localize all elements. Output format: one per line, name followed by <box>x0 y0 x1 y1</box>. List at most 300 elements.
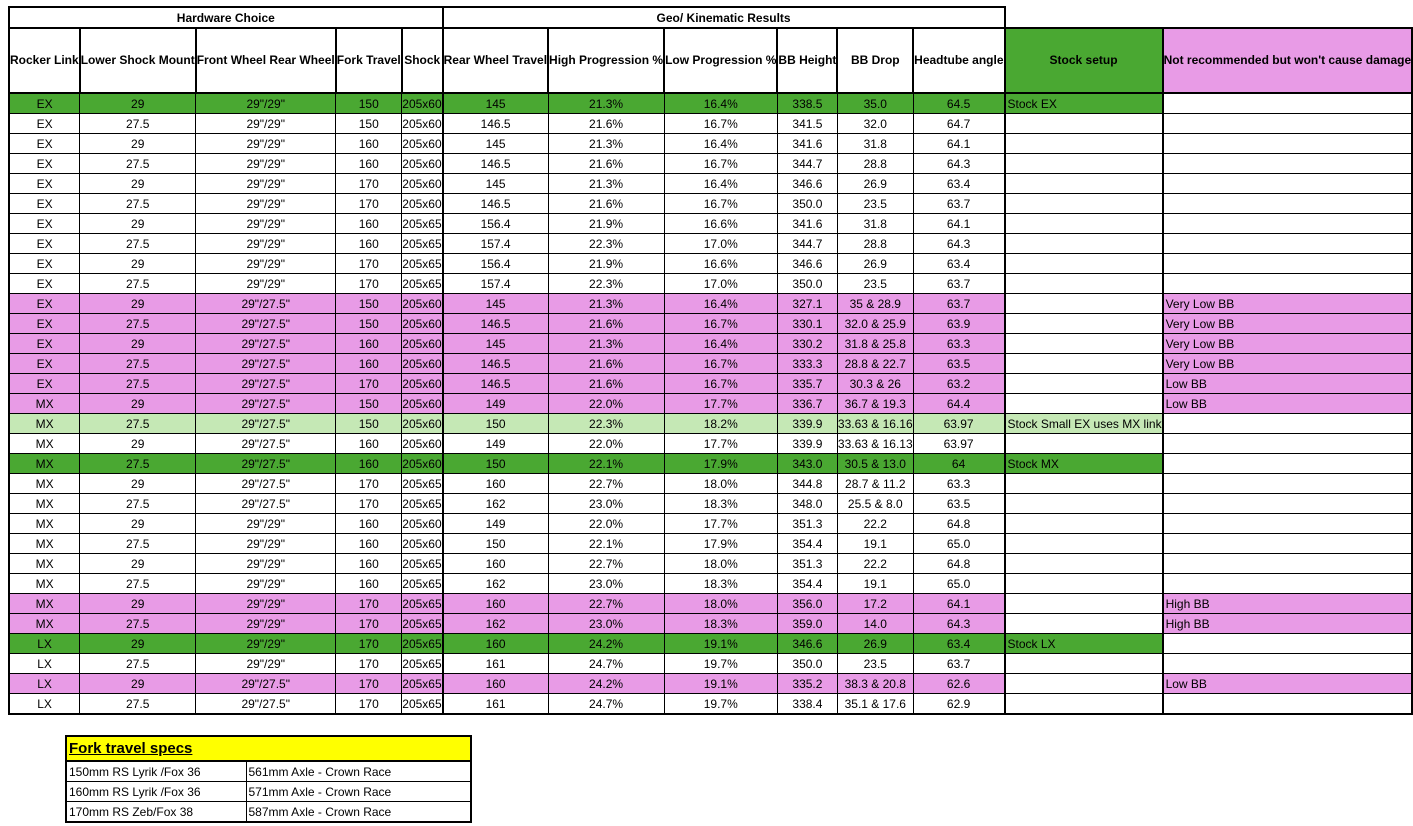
cell-bb-drop: 35.0 <box>837 93 913 114</box>
cell-lower-shock-mount: 27.5 <box>80 354 196 374</box>
cell-not-recommended <box>1163 434 1413 454</box>
table-row <box>9 414 1412 434</box>
cell-headtube-angle: 63.9 <box>913 314 1004 334</box>
table-row <box>9 494 1412 514</box>
cell-bb-drop: 28.8 <box>837 154 913 174</box>
cell-headtube-angle: 63.2 <box>913 374 1004 394</box>
cell-low-progression: 16.7% <box>664 154 777 174</box>
cell-stock-setup <box>1005 574 1163 594</box>
cell-rocker-link: EX <box>9 274 80 294</box>
cell-headtube-angle: 63.3 <box>913 474 1004 494</box>
cell-wheels: 29"/29" <box>196 93 336 114</box>
cell-bb-drop: 14.0 <box>837 614 913 634</box>
cell-fork-travel: 170 <box>336 674 402 694</box>
table-row <box>9 134 1412 154</box>
cell-rocker-link: EX <box>9 354 80 374</box>
cell-high-progression: 21.3% <box>548 93 664 114</box>
fork-spec-model: 150mm RS Lyrik /Fox 36 <box>66 761 246 782</box>
cell-high-progression: 21.6% <box>548 154 664 174</box>
cell-not-recommended: Very Low BB <box>1163 334 1413 354</box>
fork-travel-specs-table <box>65 735 472 823</box>
cell-high-progression: 22.0% <box>548 394 664 414</box>
cell-wheels: 29"/27.5" <box>196 454 336 474</box>
cell-fork-travel: 160 <box>336 554 402 574</box>
cell-stock-setup: Stock MX <box>1005 454 1163 474</box>
cell-stock-setup <box>1005 514 1163 534</box>
cell-bb-height: 350.0 <box>777 194 837 214</box>
cell-high-progression: 22.0% <box>548 514 664 534</box>
cell-rocker-link: EX <box>9 93 80 114</box>
table-row <box>9 314 1412 334</box>
cell-fork-travel: 170 <box>336 374 402 394</box>
cell-shock: 205x60 <box>402 134 443 154</box>
cell-shock: 205x65 <box>402 614 443 634</box>
cell-bb-drop: 35 & 28.9 <box>837 294 913 314</box>
cell-headtube-angle: 64.1 <box>913 214 1004 234</box>
cell-not-recommended <box>1163 634 1413 654</box>
cell-not-recommended: High BB <box>1163 594 1413 614</box>
cell-high-progression: 21.3% <box>548 134 664 154</box>
fork-spec-length: 587mm Axle - Crown Race <box>246 802 471 823</box>
table-row <box>9 334 1412 354</box>
cell-headtube-angle: 64.1 <box>913 134 1004 154</box>
cell-stock-setup <box>1005 554 1163 574</box>
cell-high-progression: 21.3% <box>548 294 664 314</box>
cell-high-progression: 22.7% <box>548 554 664 574</box>
cell-shock: 205x60 <box>402 154 443 174</box>
cell-stock-setup <box>1005 354 1163 374</box>
cell-bb-drop: 36.7 & 19.3 <box>837 394 913 414</box>
cell-not-recommended <box>1163 194 1413 214</box>
cell-shock: 205x60 <box>402 354 443 374</box>
cell-lower-shock-mount: 27.5 <box>80 494 196 514</box>
col-wheels: Front Wheel Rear Wheel <box>196 28 336 93</box>
cell-wheels: 29"/29" <box>196 274 336 294</box>
cell-bb-drop: 23.5 <box>837 654 913 674</box>
cell-rear-travel: 161 <box>443 654 548 674</box>
cell-bb-height: 354.4 <box>777 574 837 594</box>
cell-bb-drop: 31.8 & 25.8 <box>837 334 913 354</box>
cell-bb-drop: 30.3 & 26 <box>837 374 913 394</box>
cell-headtube-angle: 64.3 <box>913 614 1004 634</box>
cell-bb-height: 338.4 <box>777 694 837 715</box>
table-row <box>9 374 1412 394</box>
cell-not-recommended <box>1163 554 1413 574</box>
cell-fork-travel: 150 <box>336 114 402 134</box>
cell-bb-drop: 28.7 & 11.2 <box>837 474 913 494</box>
cell-fork-travel: 170 <box>336 474 402 494</box>
cell-lower-shock-mount: 29 <box>80 474 196 494</box>
cell-rear-travel: 145 <box>443 294 548 314</box>
cell-wheels: 29"/29" <box>196 614 336 634</box>
cell-wheels: 29"/27.5" <box>196 674 336 694</box>
cell-headtube-angle: 63.7 <box>913 194 1004 214</box>
cell-lower-shock-mount: 29 <box>80 93 196 114</box>
cell-fork-travel: 170 <box>336 694 402 715</box>
col-bb-height: BB Height <box>777 28 837 93</box>
cell-rear-travel: 150 <box>443 454 548 474</box>
cell-bb-height: 351.3 <box>777 514 837 534</box>
cell-low-progression: 18.3% <box>664 614 777 634</box>
cell-rocker-link: EX <box>9 214 80 234</box>
cell-rocker-link: LX <box>9 634 80 654</box>
cell-lower-shock-mount: 29 <box>80 334 196 354</box>
cell-stock-setup <box>1005 394 1163 414</box>
cell-wheels: 29"/29" <box>196 634 336 654</box>
cell-low-progression: 16.7% <box>664 314 777 334</box>
cell-low-progression: 19.1% <box>664 634 777 654</box>
cell-shock: 205x65 <box>402 574 443 594</box>
cell-lower-shock-mount: 27.5 <box>80 114 196 134</box>
cell-fork-travel: 170 <box>336 274 402 294</box>
cell-wheels: 29"/27.5" <box>196 334 336 354</box>
cell-bb-drop: 28.8 <box>837 234 913 254</box>
cell-fork-travel: 150 <box>336 394 402 414</box>
cell-not-recommended <box>1163 654 1413 674</box>
cell-fork-travel: 170 <box>336 634 402 654</box>
cell-headtube-angle: 63.7 <box>913 274 1004 294</box>
cell-lower-shock-mount: 29 <box>80 254 196 274</box>
cell-headtube-angle: 63.3 <box>913 334 1004 354</box>
table-row <box>9 634 1412 654</box>
cell-lower-shock-mount: 27.5 <box>80 154 196 174</box>
cell-fork-travel: 160 <box>336 514 402 534</box>
cell-high-progression: 23.0% <box>548 614 664 634</box>
cell-fork-travel: 150 <box>336 93 402 114</box>
cell-not-recommended <box>1163 114 1413 134</box>
cell-bb-height: 354.4 <box>777 534 837 554</box>
cell-not-recommended <box>1163 234 1413 254</box>
cell-wheels: 29"/29" <box>196 514 336 534</box>
table-row <box>9 694 1412 715</box>
cell-wheels: 29"/27.5" <box>196 354 336 374</box>
cell-high-progression: 24.7% <box>548 694 664 715</box>
cell-stock-setup <box>1005 594 1163 614</box>
cell-lower-shock-mount: 29 <box>80 394 196 414</box>
cell-stock-setup <box>1005 194 1163 214</box>
cell-low-progression: 18.3% <box>664 574 777 594</box>
group-header-row <box>9 7 1412 28</box>
cell-headtube-angle: 63.4 <box>913 174 1004 194</box>
cell-not-recommended: Low BB <box>1163 674 1413 694</box>
cell-not-recommended <box>1163 214 1413 234</box>
cell-headtube-angle: 64.5 <box>913 93 1004 114</box>
cell-bb-height: 350.0 <box>777 274 837 294</box>
cell-not-recommended: Low BB <box>1163 394 1413 414</box>
cell-shock: 205x60 <box>402 334 443 354</box>
cell-low-progression: 19.1% <box>664 674 777 694</box>
cell-lower-shock-mount: 27.5 <box>80 694 196 715</box>
cell-rocker-link: EX <box>9 294 80 314</box>
cell-not-recommended: Very Low BB <box>1163 314 1413 334</box>
table-row <box>9 234 1412 254</box>
col-rocker-link: Rocker Link <box>9 28 80 93</box>
table-row <box>9 434 1412 454</box>
cell-wheels: 29"/29" <box>196 594 336 614</box>
cell-stock-setup <box>1005 134 1163 154</box>
table-row <box>9 614 1412 634</box>
cell-bb-height: 336.7 <box>777 394 837 414</box>
cell-headtube-angle: 65.0 <box>913 574 1004 594</box>
cell-lower-shock-mount: 29 <box>80 594 196 614</box>
cell-bb-drop: 35.1 & 17.6 <box>837 694 913 715</box>
cell-rear-travel: 145 <box>443 334 548 354</box>
cell-bb-drop: 32.0 & 25.9 <box>837 314 913 334</box>
cell-bb-drop: 26.9 <box>837 254 913 274</box>
cell-rear-travel: 146.5 <box>443 374 548 394</box>
cell-rear-travel: 146.5 <box>443 154 548 174</box>
cell-lower-shock-mount: 27.5 <box>80 234 196 254</box>
cell-low-progression: 16.7% <box>664 354 777 374</box>
cell-low-progression: 17.7% <box>664 394 777 414</box>
cell-lower-shock-mount: 27.5 <box>80 574 196 594</box>
cell-rocker-link: EX <box>9 114 80 134</box>
cell-headtube-angle: 63.4 <box>913 634 1004 654</box>
cell-bb-height: 346.6 <box>777 254 837 274</box>
cell-shock: 205x65 <box>402 214 443 234</box>
cell-wheels: 29"/29" <box>196 134 336 154</box>
cell-rear-travel: 146.5 <box>443 314 548 334</box>
cell-stock-setup <box>1005 334 1163 354</box>
cell-stock-setup <box>1005 174 1163 194</box>
col-stock-setup: Stock setup <box>1005 28 1163 93</box>
cell-wheels: 29"/27.5" <box>196 414 336 434</box>
cell-wheels: 29"/29" <box>196 194 336 214</box>
cell-rocker-link: EX <box>9 134 80 154</box>
cell-high-progression: 22.3% <box>548 414 664 434</box>
cell-high-progression: 21.6% <box>548 314 664 334</box>
cell-shock: 205x60 <box>402 434 443 454</box>
cell-bb-drop: 30.5 & 13.0 <box>837 454 913 474</box>
cell-stock-setup <box>1005 114 1163 134</box>
cell-lower-shock-mount: 27.5 <box>80 654 196 674</box>
col-bb-drop: BB Drop <box>837 28 913 93</box>
group-geo-kinematic: Geo/ Kinematic Results <box>443 7 1005 28</box>
cell-bb-drop: 31.8 <box>837 214 913 234</box>
cell-bb-height: 330.2 <box>777 334 837 354</box>
cell-rear-travel: 146.5 <box>443 114 548 134</box>
cell-shock: 205x65 <box>402 674 443 694</box>
cell-rocker-link: EX <box>9 194 80 214</box>
cell-rear-travel: 162 <box>443 574 548 594</box>
cell-bb-drop: 33.63 & 16.16 <box>837 414 913 434</box>
cell-wheels: 29"/27.5" <box>196 434 336 454</box>
col-not-recommended: Not recommended but won't cause damage <box>1163 28 1413 93</box>
cell-stock-setup <box>1005 294 1163 314</box>
cell-rear-travel: 146.5 <box>443 354 548 374</box>
table-row <box>9 674 1412 694</box>
cell-headtube-angle: 63.4 <box>913 254 1004 274</box>
table-row <box>9 354 1412 374</box>
cell-shock: 205x65 <box>402 234 443 254</box>
cell-low-progression: 18.0% <box>664 554 777 574</box>
cell-wheels: 29"/29" <box>196 254 336 274</box>
cell-stock-setup <box>1005 254 1163 274</box>
cell-shock: 205x65 <box>402 694 443 715</box>
cell-rear-travel: 156.4 <box>443 254 548 274</box>
cell-shock: 205x65 <box>402 594 443 614</box>
table-row <box>9 394 1412 414</box>
cell-wheels: 29"/29" <box>196 214 336 234</box>
cell-rear-travel: 160 <box>443 474 548 494</box>
cell-low-progression: 16.4% <box>664 174 777 194</box>
cell-bb-height: 341.5 <box>777 114 837 134</box>
cell-rear-travel: 145 <box>443 134 548 154</box>
cell-high-progression: 22.3% <box>548 234 664 254</box>
cell-stock-setup: Stock EX <box>1005 93 1163 114</box>
cell-bb-drop: 38.3 & 20.8 <box>837 674 913 694</box>
cell-rear-travel: 150 <box>443 534 548 554</box>
cell-lower-shock-mount: 27.5 <box>80 314 196 334</box>
cell-bb-drop: 19.1 <box>837 574 913 594</box>
cell-stock-setup <box>1005 614 1163 634</box>
cell-low-progression: 16.4% <box>664 134 777 154</box>
cell-high-progression: 22.7% <box>548 474 664 494</box>
cell-stock-setup <box>1005 274 1163 294</box>
col-headtube-angle: Headtube angle <box>913 28 1004 93</box>
cell-headtube-angle: 64.7 <box>913 114 1004 134</box>
cell-rocker-link: MX <box>9 474 80 494</box>
cell-not-recommended <box>1163 414 1413 434</box>
cell-headtube-angle: 64.4 <box>913 394 1004 414</box>
cell-rocker-link: MX <box>9 514 80 534</box>
cell-shock: 205x60 <box>402 374 443 394</box>
cell-headtube-angle: 62.6 <box>913 674 1004 694</box>
cell-shock: 205x60 <box>402 514 443 534</box>
cell-wheels: 29"/27.5" <box>196 474 336 494</box>
cell-lower-shock-mount: 29 <box>80 674 196 694</box>
cell-rocker-link: EX <box>9 154 80 174</box>
cell-rocker-link: LX <box>9 654 80 674</box>
cell-high-progression: 22.1% <box>548 534 664 554</box>
cell-low-progression: 16.6% <box>664 214 777 234</box>
cell-rocker-link: EX <box>9 254 80 274</box>
cell-bb-height: 359.0 <box>777 614 837 634</box>
cell-rocker-link: LX <box>9 694 80 715</box>
cell-bb-height: 335.2 <box>777 674 837 694</box>
cell-low-progression: 18.0% <box>664 594 777 614</box>
cell-shock: 205x65 <box>402 634 443 654</box>
cell-not-recommended <box>1163 474 1413 494</box>
cell-low-progression: 16.6% <box>664 254 777 274</box>
cell-high-progression: 23.0% <box>548 574 664 594</box>
table-row <box>9 214 1412 234</box>
col-shock: Shock <box>402 28 443 93</box>
cell-rear-travel: 150 <box>443 414 548 434</box>
cell-bb-height: 356.0 <box>777 594 837 614</box>
cell-headtube-angle: 63.7 <box>913 654 1004 674</box>
cell-shock: 205x60 <box>402 394 443 414</box>
table-row <box>9 454 1412 474</box>
fork-spec-model: 170mm RS Zeb/Fox 38 <box>66 802 246 823</box>
cell-fork-travel: 150 <box>336 314 402 334</box>
cell-wheels: 29"/29" <box>196 534 336 554</box>
cell-rear-travel: 149 <box>443 434 548 454</box>
cell-bb-drop: 31.8 <box>837 134 913 154</box>
cell-rocker-link: MX <box>9 554 80 574</box>
cell-shock: 205x60 <box>402 454 443 474</box>
cell-not-recommended: Low BB <box>1163 374 1413 394</box>
cell-bb-height: 341.6 <box>777 214 837 234</box>
cell-rear-travel: 160 <box>443 674 548 694</box>
cell-low-progression: 18.2% <box>664 414 777 434</box>
col-lower-shock-mount: Lower Shock Mount <box>80 28 196 93</box>
fork-spec-length: 571mm Axle - Crown Race <box>246 782 471 802</box>
cell-not-recommended <box>1163 254 1413 274</box>
cell-rear-travel: 145 <box>443 174 548 194</box>
cell-lower-shock-mount: 27.5 <box>80 194 196 214</box>
cell-not-recommended <box>1163 174 1413 194</box>
cell-wheels: 29"/29" <box>196 654 336 674</box>
cell-fork-travel: 170 <box>336 614 402 634</box>
cell-headtube-angle: 64 <box>913 454 1004 474</box>
cell-headtube-angle: 64.3 <box>913 154 1004 174</box>
cell-bb-height: 350.0 <box>777 654 837 674</box>
cell-bb-height: 341.6 <box>777 134 837 154</box>
table-row <box>9 274 1412 294</box>
cell-shock: 205x60 <box>402 174 443 194</box>
cell-not-recommended: Very Low BB <box>1163 354 1413 374</box>
cell-rocker-link: MX <box>9 414 80 434</box>
cell-low-progression: 17.0% <box>664 274 777 294</box>
cell-rocker-link: MX <box>9 594 80 614</box>
cell-bb-drop: 28.8 & 22.7 <box>837 354 913 374</box>
cell-stock-setup <box>1005 374 1163 394</box>
cell-headtube-angle: 63.7 <box>913 294 1004 314</box>
table-row <box>9 254 1412 274</box>
cell-bb-drop: 22.2 <box>837 514 913 534</box>
table-row <box>9 574 1412 594</box>
cell-bb-height: 344.8 <box>777 474 837 494</box>
cell-rear-travel: 160 <box>443 594 548 614</box>
cell-lower-shock-mount: 29 <box>80 554 196 574</box>
cell-rear-travel: 157.4 <box>443 274 548 294</box>
cell-high-progression: 21.6% <box>548 114 664 134</box>
cell-wheels: 29"/27.5" <box>196 394 336 414</box>
cell-rocker-link: MX <box>9 434 80 454</box>
cell-fork-travel: 170 <box>336 174 402 194</box>
cell-bb-height: 351.3 <box>777 554 837 574</box>
table-row <box>9 534 1412 554</box>
cell-rocker-link: MX <box>9 614 80 634</box>
cell-bb-height: 339.9 <box>777 434 837 454</box>
cell-lower-shock-mount: 27.5 <box>80 274 196 294</box>
cell-stock-setup: Stock Small EX uses MX link <box>1005 414 1163 434</box>
cell-high-progression: 21.6% <box>548 374 664 394</box>
cell-bb-height: 346.6 <box>777 174 837 194</box>
cell-bb-height: 335.7 <box>777 374 837 394</box>
cell-shock: 205x60 <box>402 414 443 434</box>
cell-low-progression: 16.7% <box>664 194 777 214</box>
fork-spec-model: 160mm RS Lyrik /Fox 36 <box>66 782 246 802</box>
cell-bb-height: 348.0 <box>777 494 837 514</box>
col-high-progression: High Progression % <box>548 28 664 93</box>
cell-fork-travel: 160 <box>336 454 402 474</box>
cell-not-recommended: Very Low BB <box>1163 294 1413 314</box>
cell-fork-travel: 160 <box>336 154 402 174</box>
cell-bb-height: 330.1 <box>777 314 837 334</box>
cell-shock: 205x60 <box>402 93 443 114</box>
cell-bb-drop: 22.2 <box>837 554 913 574</box>
cell-stock-setup <box>1005 474 1163 494</box>
cell-headtube-angle: 63.5 <box>913 354 1004 374</box>
cell-not-recommended <box>1163 514 1413 534</box>
col-low-progression: Low Progression % <box>664 28 777 93</box>
cell-lower-shock-mount: 29 <box>80 174 196 194</box>
cell-rocker-link: EX <box>9 174 80 194</box>
table-row <box>9 294 1412 314</box>
cell-fork-travel: 170 <box>336 654 402 674</box>
